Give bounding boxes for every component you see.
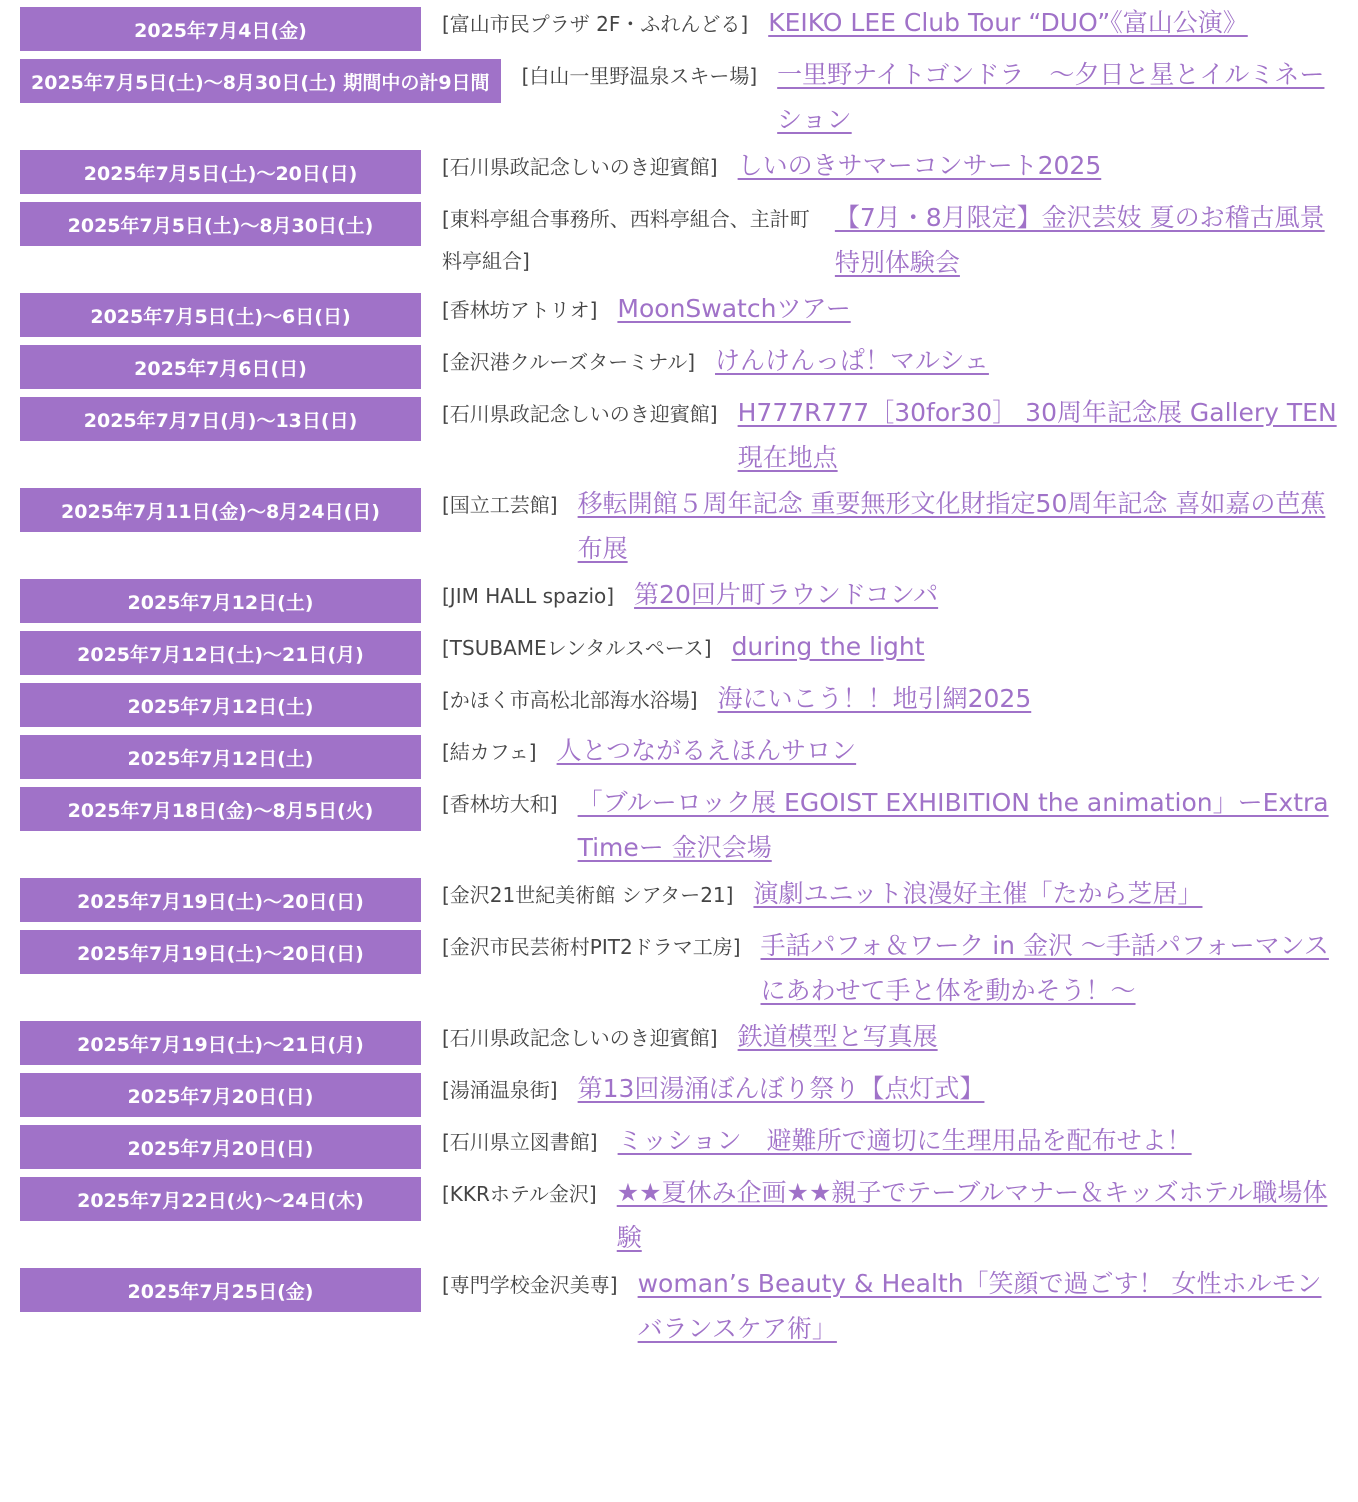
event-row [20,1021,1358,1065]
event-row [20,930,1358,1013]
event-date-badge: 2025年7月25日(金) [20,1268,421,1312]
event-title-link[interactable]: MoonSwatchツアー [617,294,851,323]
event-date-badge: 2025年7月5日(土)～6日(日) [20,293,421,337]
event-date-badge: 2025年7月20日(日) [20,1073,421,1117]
event-title-link[interactable]: woman’s Beauty & Health「笑顔で過ごす！ 女性ホルモンバランスケア術」 [637,1269,1322,1343]
event-title-link[interactable]: 第20回片町ラウンドコンパ [634,580,939,609]
event-row [20,579,1358,623]
event-date-badge: 2025年7月5日(土)～8月30日(土) 期間中の計9日間 [20,59,501,103]
event-venue: [香林坊アトリオ] [442,298,598,322]
event-body [442,683,1358,721]
event-venue: [石川県政記念しいのき迎賓館] [442,155,718,179]
event-venue: [湯涌温泉街] [442,1078,558,1102]
event-body [442,787,1358,870]
event-venue: [TSUBAMEレンタルスペース] [442,636,712,660]
event-date-badge: 2025年7月19日(土)～20日(日) [20,930,421,974]
event-row [20,683,1358,727]
event-date-badge: 2025年7月18日(金)～8月5日(火) [20,787,421,831]
event-body [442,1073,1358,1111]
event-body [442,488,1358,571]
event-title-link[interactable]: ミッション 避難所で適切に生理用品を配布せよ！ [617,1126,1192,1155]
event-body [442,397,1358,480]
event-title-link[interactable]: ★★夏休み企画★★親子でテーブルマナー＆キッズホテル職場体験 [616,1178,1328,1252]
event-row [20,1268,1358,1351]
event-title-link[interactable]: during the light [731,632,925,661]
event-body [442,1021,1358,1059]
event-date-badge: 2025年7月5日(土)～20日(日) [20,150,421,194]
event-date-badge: 2025年7月12日(土) [20,735,421,779]
event-date-badge: 2025年7月5日(土)～8月30日(土) [20,202,421,246]
event-row [20,1073,1358,1117]
event-body [442,150,1358,188]
event-body [442,735,1358,773]
event-body [442,1177,1358,1260]
event-venue: [国立工芸館] [442,493,558,517]
event-row [20,397,1358,480]
event-row [20,488,1358,571]
event-body [442,579,1358,617]
event-date-badge: 2025年7月12日(土)～21日(月) [20,631,421,675]
event-venue: [専門学校金沢美専] [442,1273,618,1297]
event-title-link[interactable]: 人とつながるえほんサロン [556,736,857,765]
event-title-link[interactable]: 移転開館５周年記念 重要無形文化財指定50周年記念 喜如嘉の芭蕉布展 [577,489,1326,563]
event-date-badge: 2025年7月7日(月)～13日(日) [20,397,421,441]
event-body [442,930,1358,1013]
event-body [442,293,1358,331]
event-venue: [東料亭組合事務所、西料亭組合、主計町料亭組合] [442,207,810,273]
event-title-link[interactable]: 手話パフォ＆ワーク in 金沢 ～手話パフォーマンスにあわせて手と体を動かそう！～ [760,931,1329,1005]
event-body [442,1125,1358,1163]
event-venue: [白山一里野温泉スキー場] [521,64,758,88]
event-body [442,631,1358,669]
event-title-link[interactable]: 鉄道模型と写真展 [737,1022,938,1051]
event-date-badge: 2025年7月22日(火)～24日(木) [20,1177,421,1221]
event-title-link[interactable]: H777R777［30for30］ 30周年記念展 Gallery TEN 現在地点 [737,398,1337,472]
event-body [442,878,1358,916]
event-title-link[interactable]: けんけんっぱ！マルシェ [715,346,989,375]
event-row [20,735,1358,779]
event-venue: [金沢市民芸術村PIT2ドラマ工房] [442,935,741,959]
event-row [20,202,1358,285]
event-title-link[interactable]: しいのきサマーコンサート2025 [737,151,1102,180]
event-date-badge: 2025年7月19日(土)～21日(月) [20,1021,421,1065]
event-date-badge: 2025年7月19日(土)～20日(日) [20,878,421,922]
event-date-badge: 2025年7月6日(日) [20,345,421,389]
event-venue: [石川県政記念しいのき迎賓館] [442,402,718,426]
event-row [20,878,1358,922]
event-title-link[interactable]: 海にいこう！！地引網2025 [717,684,1032,713]
event-row [20,7,1358,51]
event-date-badge: 2025年7月12日(土) [20,579,421,623]
event-date-badge: 2025年7月12日(土) [20,683,421,727]
event-row [20,293,1358,337]
event-venue: [富山市民プラザ 2F・ふれんどる] [442,12,749,36]
event-venue: [かほく市高松北部海水浴場] [442,688,698,712]
event-date-badge: 2025年7月20日(日) [20,1125,421,1169]
event-venue: [結カフェ] [442,740,537,764]
event-venue: [JIM HALL spazio] [442,584,615,608]
event-date-badge: 2025年7月4日(金) [20,7,421,51]
event-venue: [石川県立図書館] [442,1130,598,1154]
event-venue: [金沢21世紀美術館 シアター21] [442,883,734,907]
event-venue: [金沢港クルーズターミナル] [442,350,696,374]
event-body [522,59,1358,142]
event-title-link[interactable]: 第13回湯涌ぼんぼり祭り【点灯式】 [577,1074,985,1103]
event-title-link[interactable]: 一里野ナイトゴンドラ ～夕日と星とイルミネーション [777,60,1325,134]
event-venue: [KKRホテル金沢] [442,1182,597,1206]
event-row [20,631,1358,675]
event-body [442,345,1358,383]
event-row [20,150,1358,194]
event-title-link[interactable]: KEIKO LEE Club Tour “DUO”《富山公演》 [768,8,1248,37]
event-row [20,787,1358,870]
event-row [20,1177,1358,1260]
event-venue: [香林坊大和] [442,792,558,816]
event-row [20,59,1358,142]
event-venue: [石川県政記念しいのき迎賓館] [442,1026,718,1050]
event-row [20,1125,1358,1169]
event-title-link[interactable]: 演劇ユニット浪漫好主催「たから芝居」 [753,879,1203,908]
event-title-link[interactable]: 【7月・8月限定】金沢芸妓 夏のお稽古風景特別体験会 [834,203,1325,277]
event-body [442,7,1358,45]
event-body [442,202,1358,285]
event-body [442,1268,1358,1351]
event-row [20,345,1358,389]
event-date-badge: 2025年7月11日(金)～8月24日(日) [20,488,421,532]
event-title-link[interactable]: 「ブルーロック展 EGOIST EXHIBITION the animation」ーExtra Timeー 金沢会場 [577,788,1329,862]
